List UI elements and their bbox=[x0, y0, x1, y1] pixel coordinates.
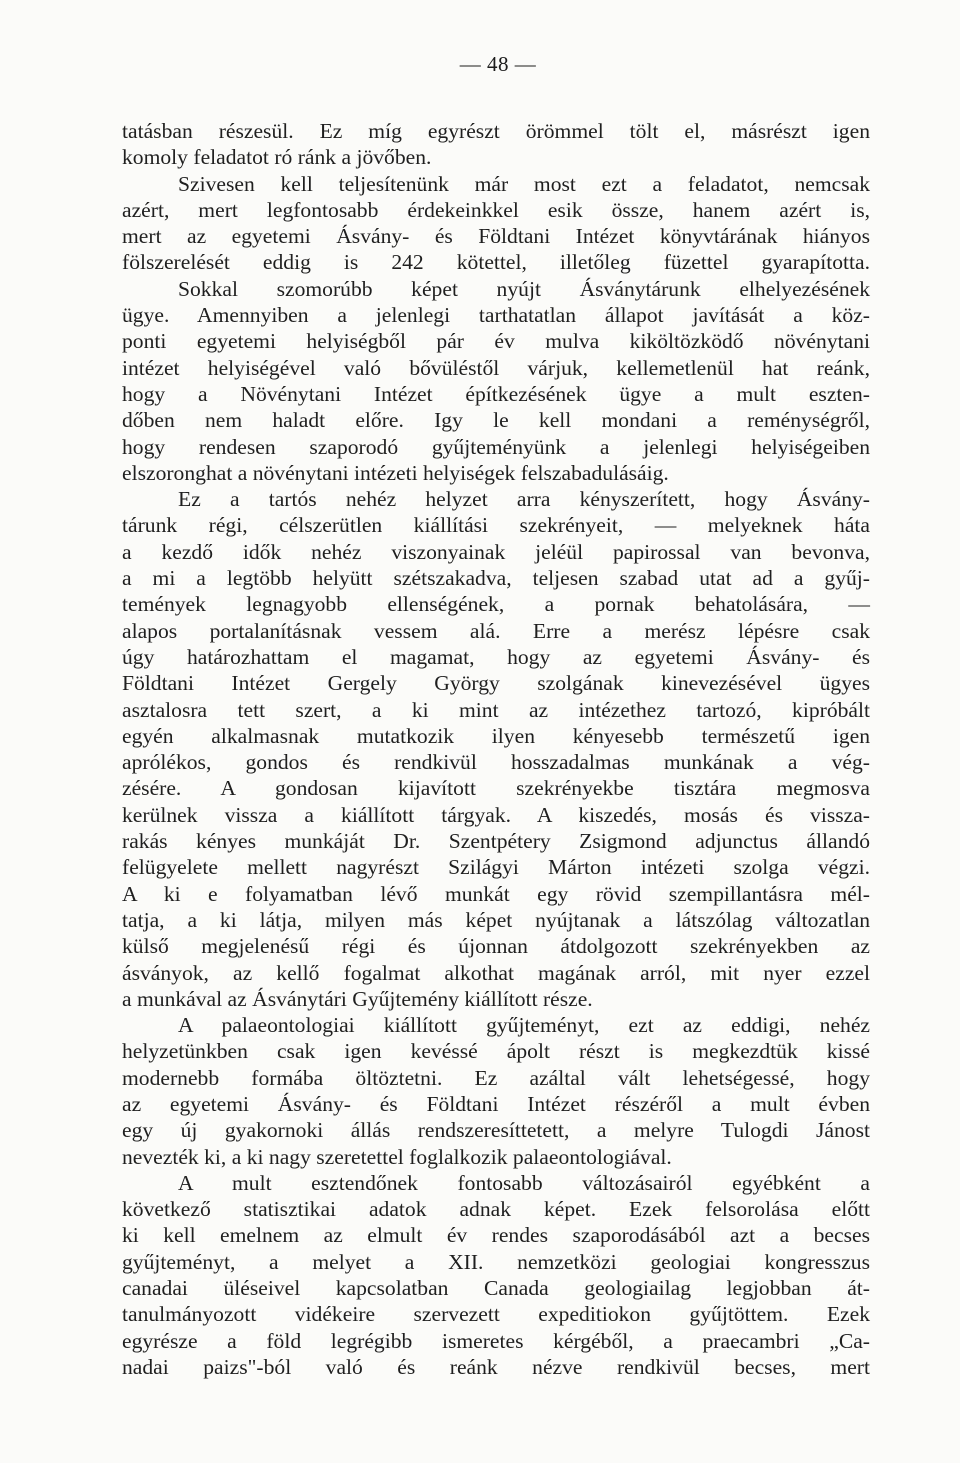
text-line: aprólékos, gondos és rendkivül hosszadalmas munkának a vég- bbox=[122, 750, 870, 775]
body-text bbox=[122, 118, 870, 1380]
text-line: elszoronghat a növénytani intézeti helyiségek felszabadulásáig. bbox=[122, 460, 669, 485]
text-line: kerülnek vissza a kiállított tárgyak. A kiszedés, mosás és vissza- bbox=[122, 802, 870, 827]
text-line: modernebb formába öltöztetni. Ez azáltal vált lehetségessé, hogy bbox=[122, 1065, 870, 1090]
text-line: hogy rendesen szaporodó gyűjteményünk a jelenlegi helyiségeiben bbox=[122, 434, 870, 459]
text-line: nevezték ki, a ki nagy szeretettel foglalkozik palaeontologiával. bbox=[122, 1144, 672, 1169]
text-line: egyrésze a föld legrégibb ismeretes kérgéből, a praecambri „Ca- bbox=[122, 1328, 870, 1353]
text-line: egyén alkalmasnak mutatkozik ilyen kényesebb természetű igen bbox=[122, 723, 870, 748]
text-line: dőben nem haladt előre. Igy le kell mondani a reménységről, bbox=[122, 408, 870, 433]
text-line: alapos portalanításnak vessem alá. Erre a merész lépésre csak bbox=[122, 618, 870, 643]
text-line: zésére. A gondosan kijavított szekrényekbe tisztára megmosva bbox=[122, 776, 870, 801]
text-line: A ki e folyamatban lévő munkát egy rövid szempillantásra mél- bbox=[122, 881, 870, 906]
text-line: rakás kényes munkáját Dr. Szentpétery Zsigmond adjunctus állandó bbox=[122, 829, 870, 854]
text-line: ponti egyetemi helyiségből pár év mulva kiköltözködő növénytani bbox=[122, 329, 870, 354]
text-line: nadai paizs"-ból való és reánk nézve rendkivül becses, mert bbox=[122, 1354, 870, 1379]
text-line: a kezdő idők nehéz viszonyainak jeléül papirossal van bevonva, bbox=[122, 539, 870, 564]
text-line: a munkával az Ásványtári Gyűjtemény kiállított része. bbox=[122, 986, 593, 1011]
text-line: Sokkal szomorúbb képet nyújt Ásványtárunk elhelyezésének bbox=[178, 276, 870, 301]
text-line: tárunk régi, célszerütlen kiállítási szekrényeit, — melyeknek háta bbox=[122, 513, 870, 538]
text-line: gyűjteményt, a melyet a XII. nemzetközi geologiai kongresszus bbox=[122, 1249, 870, 1274]
text-line: A palaeontologiai kiállított gyűjteményt, ezt az eddigi, nehéz bbox=[178, 1013, 870, 1038]
text-line: Ez a tartós nehéz helyzet arra kényszerített, hogy Ásvány- bbox=[178, 487, 870, 512]
text-line: úgy határozhattam el magamat, hogy az egyetemi Ásvány- és bbox=[122, 644, 870, 669]
text-line: az egyetemi Ásvány- és Földtani Intézet részéről a mult évben bbox=[122, 1091, 870, 1116]
text-line: intézet helyiségével való bővüléstől várjuk, kellemetlenül hat reánk, bbox=[122, 355, 870, 380]
text-line: tatásban részesül. Ez míg egyrészt örömmel tölt el, másrészt igen bbox=[122, 119, 870, 143]
text-line: ki kell emelnem az elmult év rendes szaporodásából azt a becses bbox=[122, 1223, 870, 1248]
text-line: külső megjelenésű régi és újonnan átdolgozott szekrényekben az bbox=[122, 934, 870, 959]
text-line: temények legnagyobb ellenségének, a pornak behatolására, — bbox=[122, 592, 870, 617]
text-line: A mult esztendőnek fontosabb változásairól egyébként a bbox=[178, 1170, 870, 1195]
text-line: ügye. Amennyiben a jelenlegi tarthatatlan állapot javítását a köz- bbox=[122, 303, 870, 328]
text-line: Szivesen kell teljesítenünk már most ezt a feladatot, nemcsak bbox=[178, 171, 870, 196]
text-line: Földtani Intézet Gergely György szolgának kinevezésével ügyes bbox=[122, 671, 870, 696]
page-number: — 48 — bbox=[459, 52, 537, 76]
text-line: canadai üléseivel kapcsolatban Canada geologiailag legjobban át- bbox=[122, 1276, 870, 1301]
text-line: asztalosra tett szert, a ki mint az intézethez tartozó, kipróbált bbox=[122, 697, 870, 722]
text-line: ásványok, az kellő fogalmat alkothat magának arról, mit nyer ezzel bbox=[122, 960, 870, 985]
text-line: hogy a Növénytani Intézet építkezésének ügye a mult eszten- bbox=[122, 381, 870, 406]
text-line: tatja, a ki látja, milyen más képet nyújtanak a látszólag változatlan bbox=[122, 907, 870, 932]
text-line: következő statisztikai adatok adnak képet. Ezek felsorolása előtt bbox=[122, 1197, 870, 1222]
text-line: a mi a legtöbb helyütt szétszakadva, teljesen szabad utat ad a gyűj- bbox=[122, 566, 870, 591]
text-line: tanulmányozott vidékeire szervezett expeditiokon gyűjtöttem. Ezek bbox=[122, 1302, 870, 1327]
text-line: fölszerelését eddig is 242 kötettel, illetőleg füzettel gyarapította. bbox=[122, 250, 870, 275]
text-line: egy új gyakornoki állás rendszeresíttetett, a melyre Tulogdi Jánost bbox=[122, 1118, 870, 1143]
text-line: felügyelete mellett nagyrészt Szilágyi Márton intézeti szolga végzi. bbox=[122, 855, 870, 880]
text-line: azért, mert legfontosabb érdekeinkkel esik össze, hanem azért is, bbox=[122, 197, 870, 222]
text-line: mert az egyetemi Ásvány- és Földtani Intézet könyvtárának hiányos bbox=[122, 224, 870, 249]
text-line: komoly feladatot ró ránk a jövőben. bbox=[122, 145, 432, 170]
text-line: helyzetünkben csak igen kevéssé ápolt részt is megkezdtük kissé bbox=[122, 1039, 870, 1064]
